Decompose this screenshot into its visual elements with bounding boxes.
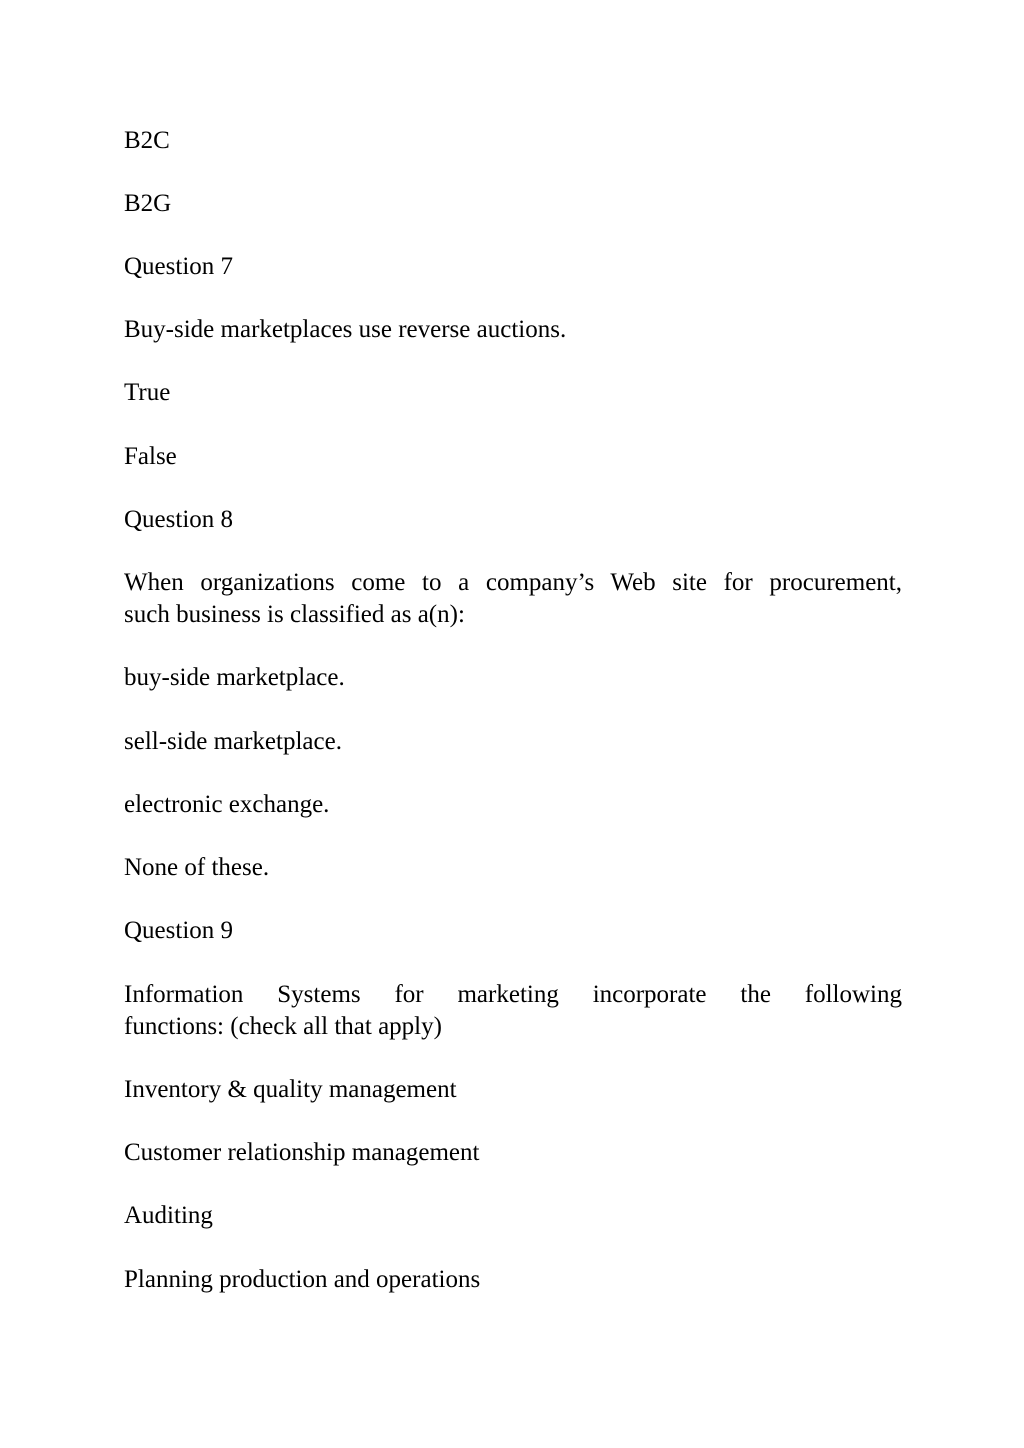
answer-option-none[interactable]: None of these.	[124, 854, 270, 881]
answer-option-b2c[interactable]: B2C	[124, 127, 170, 154]
answer-option-crm[interactable]: Customer relationship management	[124, 1139, 480, 1166]
question-8-text-line-2: such business is classified as a(n):	[124, 601, 465, 628]
answer-option-auditing[interactable]: Auditing	[124, 1202, 213, 1229]
question-8-text-line-1: When organizations come to a company’s Web site for procurement,	[124, 569, 902, 596]
answer-option-planning[interactable]: Planning production and operations	[124, 1266, 481, 1293]
answer-option-sell-side[interactable]: sell-side marketplace.	[124, 728, 342, 755]
answer-option-true[interactable]: True	[124, 379, 171, 406]
answer-option-false[interactable]: False	[124, 443, 177, 470]
question-7-text: Buy-side marketplaces use reverse auctions.	[124, 316, 567, 343]
question-9-text	[124, 979, 902, 1043]
answer-option-buy-side[interactable]: buy-side marketplace.	[124, 664, 345, 691]
question-9-text-line-1: Information Systems for marketing incorporate the following	[124, 981, 902, 1008]
question-9-label: Question 9	[124, 917, 234, 944]
question-7-label: Question 7	[124, 253, 234, 280]
question-8-label: Question 8	[124, 506, 234, 533]
answer-option-inventory[interactable]: Inventory & quality management	[124, 1076, 457, 1103]
question-8-text	[124, 567, 902, 631]
question-9-text-line-2: functions: (check all that apply)	[124, 1013, 442, 1040]
answer-option-b2g[interactable]: B2G	[124, 190, 172, 217]
answer-option-electronic-exchange[interactable]: electronic exchange.	[124, 791, 330, 818]
